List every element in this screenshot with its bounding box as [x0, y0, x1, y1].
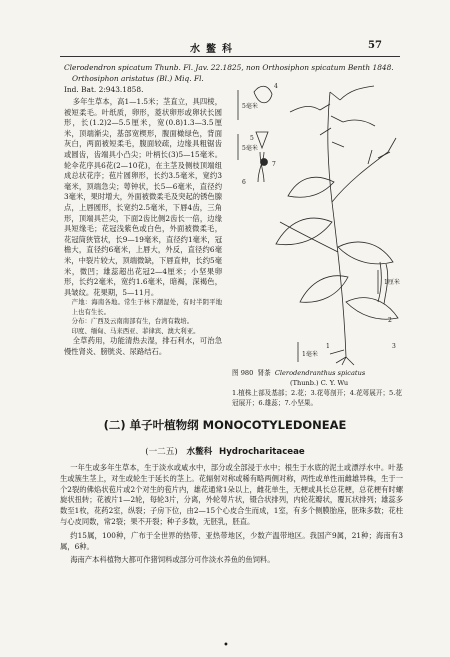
part-number: 1	[326, 343, 330, 350]
running-title: 水鳖科	[190, 44, 238, 55]
roots	[330, 350, 354, 365]
family-paragraph: 约15属，100种，广布于全世界的热带、亚热带地区，少数产温带地区。我国产9属，21种；海南有3属，6种。	[60, 530, 403, 551]
family-name-lat: Hydrocharitaceae	[219, 447, 305, 457]
figure-species-lat: Clerodendranthus spicatus	[274, 369, 366, 377]
family-heading	[0, 445, 450, 457]
scale-label: 1毫米	[302, 351, 318, 358]
figure-species-zh: 肾茶	[257, 369, 271, 377]
part-number: 4	[274, 83, 278, 90]
family-description	[60, 463, 403, 566]
synonym-line: Orthosiphon aristatus (Bl.) Miq. Fl.	[72, 74, 204, 83]
part-number: 5	[250, 135, 254, 142]
section-heading: (二) 单子叶植物纲 MONOCOTYLEDONEAE	[103, 418, 347, 432]
stem	[328, 92, 346, 357]
figure-caption	[232, 368, 408, 408]
part-number: 6	[242, 179, 246, 186]
figure-author: (Thunb.) C. Y. Wu	[290, 379, 349, 387]
part-number: 2	[388, 317, 392, 324]
distribution-line: 产地：海南各地。常生于林下潮湿处，有时半阴平地上也有生长。	[71, 298, 222, 316]
nutlet-detail	[261, 159, 268, 166]
figure-legend: 1.植株上部及基部；2.花；3.花萼剖开；4.花萼展开；5.花冠展开；6.雄蕊；7.小坚果。	[232, 389, 402, 407]
leaf	[288, 177, 334, 197]
page-number: 57	[368, 40, 382, 51]
family-paragraph: 海南产本科植物大都可作猪饲料或部分可作淡水养鱼的鱼饲料。	[70, 555, 275, 565]
caption-title	[232, 368, 408, 378]
description: 多年生草本，高1—1.5米；茎直立，具四棱，被短柔毛。叶纸质，卵形，菱状卵形或卵状长圆形，长(1.2)2—5.5厘米，宽(0.8)1.3—3.5厘米，顶端渐尖，基部宽楔形，腹面橄绿色，背面灰白，两面被短柔毛，腹面较疏，边缘具粗锯齿或圆齿，齿端具小凸尖；叶柄长(3)5—15毫米。轮伞花序具6花(2—10花)，在主茎及侧枝顶端组成总状花序；苞片圆卵形，长约3.5毫米，宽约3毫米，顶端急尖；萼钟状，长5—6毫米，直径约3毫米，果时增大，外面被微柔毛及突起的锈色腺点，上唇圆形，长宽约2.5毫米，下唇4齿，三角形，顶端具芒尖，下面2齿比侧2齿长一倍，边缘具短缘毛；花冠浅紫色或白色，外面被微柔毛，花冠筒狭管状，长9—19毫米，直径约1毫米，冠檐大，直径约6毫米，上唇大，外反，直径约6毫米，中裂片较大，顶端微缺，下唇直伸，长约5毫米，微凹；雄蕊超出花冠2—4厘米；小坚果卵形，长约2毫米，宽约1.6毫米，暗褐，深褐色，具皱纹。花果期，5—11月。	[64, 97, 222, 297]
scale-label: 5毫米	[242, 103, 258, 110]
usage-text: 全草药用，功能清热去湿，排石利水，可治急慢性肾炎、膀胱炎、尿路结石。	[64, 335, 222, 356]
botanical-illustration	[228, 72, 408, 367]
figure-number: 图 980	[232, 369, 254, 377]
family-name-zh: 水鳖科	[186, 447, 213, 457]
leaf	[338, 242, 393, 264]
synonym-line: Ind. Bat. 2:943.1858.	[64, 85, 144, 94]
family-paragraph: 一年生或多年生草本，生于淡水或咸水中，部分或全部浸于水中；根生于水底的泥土或漂浮水中。叶基生或簇生茎上，对生或轮生于延长的茎上。花辐射对称或稀有略两侧对称，两性或单性而雌雄异株，生于一个2裂的佛焰状苞片或2个对生的苞片内，雄花通常1朵以上，雌花单生，无梗或具长总花梗，总花梗有时螺旋状扭转；花被片1—2轮，每轮3片，分离，外轮萼片状，镊合状排列，内轮花瓣状，覆瓦状排列；雄蕊多数至1枚，花药2室，纵裂；子房下位，由2—15个心皮合生而成，1室，有多个侧膜胎座，胚珠多数；花柱与心皮同数，常2裂；果不开裂；种子多数，无胚乳，胚直。	[60, 463, 403, 526]
header-rule	[60, 56, 400, 57]
synonym-line: Clerodendron spicatum Thunb. Fl. Jav. 22.1825, non Orthosiphon spicatum Benth 1848.	[64, 63, 394, 72]
page-mark: •	[223, 640, 229, 651]
part-number: 3	[392, 343, 396, 350]
leaf	[346, 298, 398, 320]
flower-spike	[320, 92, 344, 147]
family-number: (一二五)	[145, 447, 178, 457]
distribution-line: 分布：广西及云南南部有生，台湾有栽培。	[71, 317, 194, 326]
calyx-detail	[254, 86, 272, 103]
leaf	[276, 218, 332, 245]
species-text	[64, 97, 222, 357]
scale-label: 1厘米	[384, 279, 400, 286]
scale-label: 5毫米	[242, 145, 258, 152]
part-number: 7	[272, 161, 276, 168]
distribution-line: 印度、缅甸、马来西亚、菲律宾、澳大利亚。	[71, 326, 200, 335]
